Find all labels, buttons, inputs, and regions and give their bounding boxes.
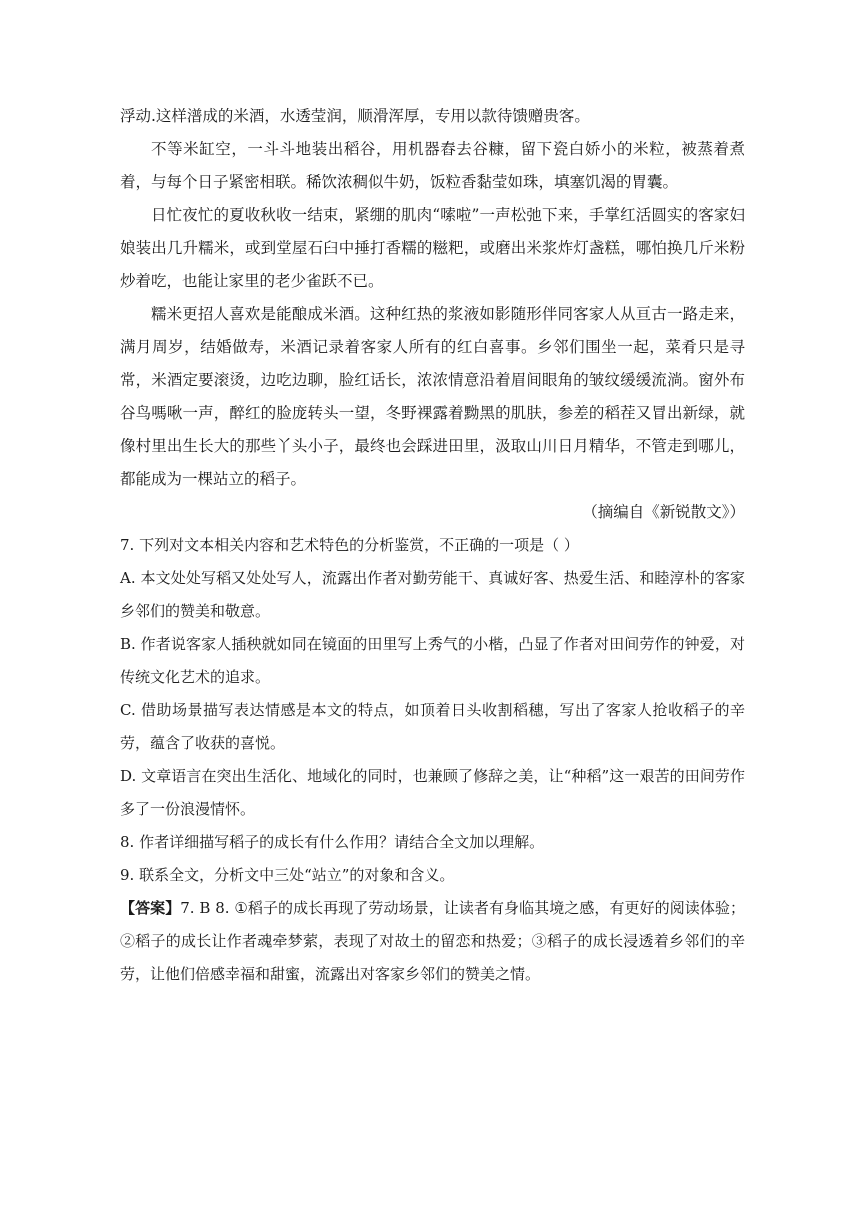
question-7: 7. 下列对文本相关内容和艺术特色的分析鉴赏，不正确的一项是（ ） (120, 536, 579, 554)
answer-text: 7. B 8. ①稻子的成长再现了劳动场景，让读者有身临其境之感，有更好的阅读体验；②稻子的成长让作者魂牵梦萦，表现了对故土的留恋和热爱；③稻子的成长浸透着乡邻们的辛劳，让他们倍感幸福和甜蜜，流露出对客家乡邻们的赞美之情。 (120, 899, 745, 983)
passage-source: （摘编自《新锐散文》） (582, 503, 745, 521)
question-7-option-d: D. 文章语言在突出生活化、地域化的同时，也兼顾了修辞之美，让“种稻”这一艰苦的田间劳作多了一份浪漫情怀。 (120, 767, 745, 818)
answer-block (120, 892, 745, 991)
question-9: 9. 联系全文，分析文中三处“站立”的对象和含义。 (120, 866, 455, 884)
document-page (120, 100, 745, 991)
question-7-option-c: C. 借助场景描写表达情感是本文的特点，如顶着日头收割稻穗，写出了客家人抢收稻子的辛劳，蕴含了收获的喜悦。 (120, 701, 745, 752)
question-7-option-b: B. 作者说客家人插秧就如同在镜面的田里写上秀气的小楷，凸显了作者对田间劳作的钟爱，对传统文化艺术的追求。 (120, 635, 745, 686)
answer-label: 【答案】 (120, 899, 181, 917)
passage-paragraph-4: 糯米更招人喜欢是能酿成米酒。这种红热的浆液如影随形伴同客家人从亘古一路走来，满月周岁，结婚做寿，米酒记录着客家人所有的红白喜事。乡邻们围坐一起，菜肴只是寻常，米酒定要滚烫，边吃边聊，脸红话长，浓浓情意沿着眉间眼角的皱纹缓缓流淌。窗外布谷鸟嗎啾一声，醉红的脸庞转头一望，冬野裸露着黝黑的肌肤，参差的稻茬又冒出新绿，就像村里出生长大的那些丫头小子，最终也会踩进田里，汲取山川日月精华，不管走到哪儿，都能成为一棵站立的稻子。 (120, 305, 745, 488)
passage-paragraph-3: 日忙夜忙的夏收秋收一结束，紧绷的肌肉“嗦啦”一声松弛下来，手掌红活圆实的客家妇娘装出几升糯米，或到堂屋石臼中捶打香糯的糍粑，或磨出米浆炸灯盏糕，哪怕换几斤米粉炒着吃，也能让家里的老少雀跃不已。 (120, 206, 745, 290)
question-8: 8. 作者详细描写稻子的成长有什么作用？请结合全文加以理解。 (120, 833, 545, 851)
passage-paragraph-2: 不等米缸空，一斗斗地装出稻谷，用机器舂去谷糠，留下瓷白娇小的米粒，被蒸着煮着，与每个日子紧密相联。稀饮浓稠似牛奶，饭粒香黏莹如珠，填塞饥渴的胃囊。 (120, 140, 745, 191)
passage-paragraph-1: 浮动.这样潽成的米酒，水透莹润，顺滑浑厚，专用以款待馈赠贵客。 (120, 107, 590, 125)
question-7-option-a: A. 本文处处写稻又处处写人，流露出作者对勤劳能干、真诚好客、热爱生活、和睦淳朴的客家乡邻们的赞美和敬意。 (120, 569, 745, 620)
